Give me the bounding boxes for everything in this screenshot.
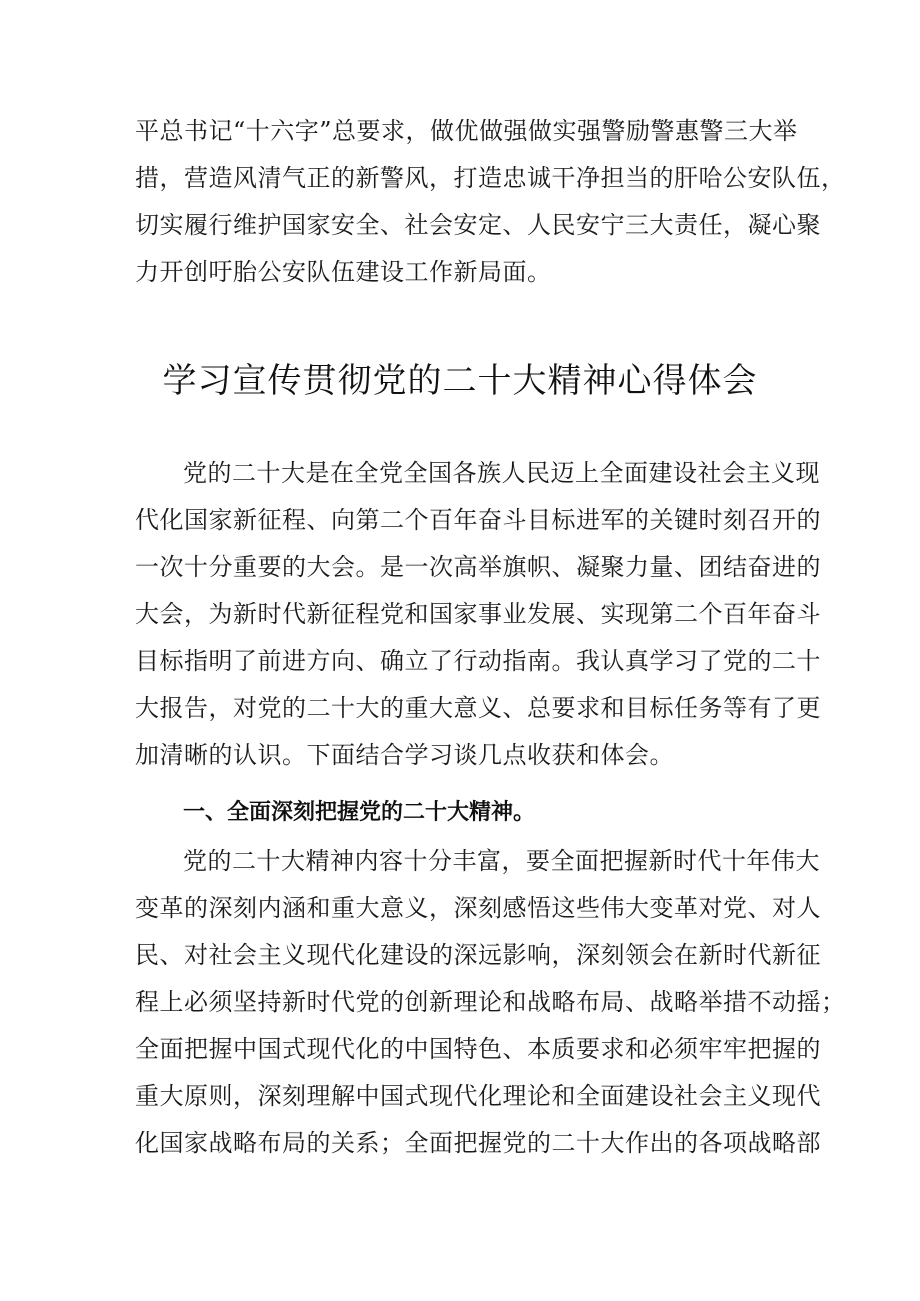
text-line: 目标指明了前进方向、确立了行动指南。我认真学习了党的二十 — [135, 647, 821, 675]
article-title: 学习宣传贯彻党的二十大精神心得体会 — [162, 361, 758, 401]
text-line: 措，营造风清气正的新警风，打造忠诚干净担当的肝哈公安队伍， — [135, 164, 846, 192]
text-line: 民、对社会主义现代化建设的深远影响，深刻领会在新时代新征 — [135, 941, 821, 969]
text-line: 全面把握中国式现代化的中国特色、本质要求和必须牢牢把握的 — [135, 1035, 821, 1063]
text-line: 党的二十大是在全党全国各族人民迈上全面建设社会主义现 — [183, 459, 820, 487]
text-line: 大会，为新时代新征程党和国家事业发展、实现第二个百年奋斗 — [135, 600, 821, 628]
text-line: 平总书记“十六字”总要求，做优做强做实强警励警惠警三大举 — [135, 117, 798, 145]
text-line: 大报告，对党的二十大的重大意义、总要求和目标任务等有了更 — [135, 694, 821, 722]
text-line: 重大原则，深刻理解中国式现代化理论和全面建设社会主义现代 — [135, 1082, 821, 1110]
text-line: 力开创吁胎公安队伍建设工作新局面。 — [135, 258, 552, 286]
text-line: 代化国家新征程、向第二个百年奋斗目标进军的关键时刻召开的 — [135, 506, 821, 534]
text-line: 切实履行维护国家安全、社会安定、人民安宁三大责任，凝心聚 — [135, 211, 821, 239]
text-line: 一次十分重要的大会。是一次高举旗帜、凝聚力量、团结奋进的 — [135, 553, 821, 581]
text-line: 变革的深刻内涵和重大意义，深刻感悟这些伟大变革对党、对人 — [135, 894, 821, 922]
text-line: 加清晰的认识。下面结合学习谈几点收获和体会。 — [135, 741, 674, 769]
text-line: 党的二十大精神内容十分丰富，要全面把握新时代十年伟大 — [183, 847, 820, 875]
section-heading: 一、全面深刻把握党的二十大精神。 — [183, 800, 536, 825]
text-line: 程上必须坚持新时代党的创新理论和战略布局、战略举措不动摇； — [135, 988, 846, 1016]
text-line: 化国家战略布局的关系；全面把握党的二十大作出的各项战略部 — [135, 1129, 821, 1157]
